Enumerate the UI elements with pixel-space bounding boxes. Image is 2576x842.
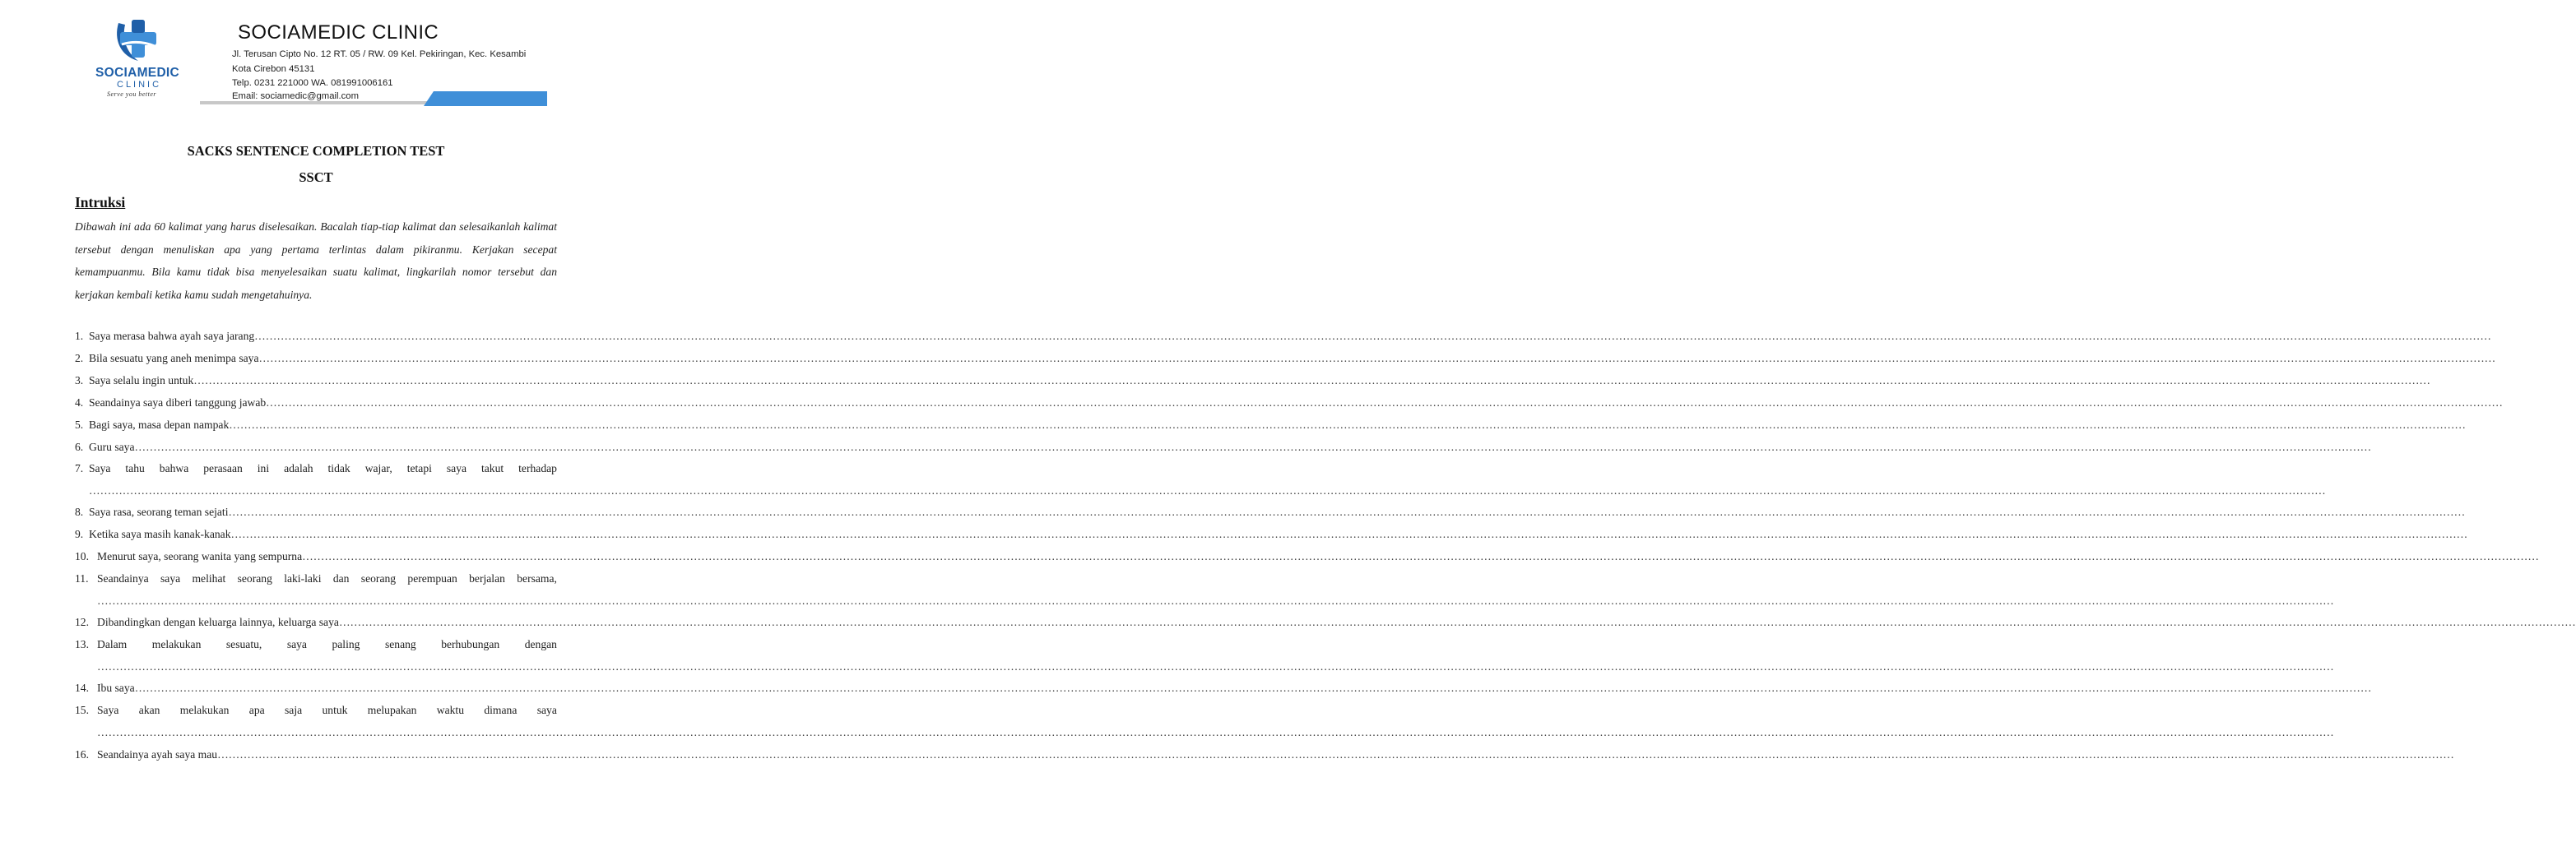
medical-cross-icon xyxy=(110,15,168,66)
item-number: 13. xyxy=(75,638,89,650)
test-subtitle: SSCT xyxy=(299,169,333,185)
clinic-name: SOCIAMEDIC CLINIC xyxy=(238,21,439,44)
email-line: Email: sociamedic@gmail.com xyxy=(232,91,359,101)
answer-blank[interactable]: …………………………………………………………………………………………………………………………………………………………………………………………………………………………………………………………………………………………………………………………………………………………………………………………………………………………………………………………………………………………………………………………………………………… xyxy=(97,726,2334,738)
instructions-heading: Intruksi xyxy=(75,194,126,210)
item-number: 5. xyxy=(75,419,84,431)
item-number: 7. xyxy=(75,462,84,474)
item-number: 9. xyxy=(75,528,84,540)
sentence-item[interactable] xyxy=(75,419,2466,435)
item-number: 16. xyxy=(75,748,89,761)
sentence-item[interactable] xyxy=(75,638,557,655)
answer-blank[interactable]: …………………………………………………………………………………………………………………………………………………………………………………………………………………………………………………………………………………………………………………………………………………………………………………………………………………………………………………………………………………………………………………………………………………… xyxy=(97,594,2334,607)
item-number: 10. xyxy=(75,550,89,562)
item-text: Bagi saya, masa depan nampak…………………………………………………………………………………………………………………………………………………………………………………………………………………………………………………………………………………………………………………………………………………………………………………………………………………………………………………………………………………………………………………………………………………… xyxy=(89,419,2466,431)
item-number: 1. xyxy=(75,330,84,342)
answer-blank[interactable]: …………………………………………………………………………………………………………………………………………………………………………………………………………………………………………………………………………………………………………………………………………………………………………………………………………………………………………………………………………………………………………………………………………………… xyxy=(134,682,2372,694)
answer-blank[interactable]: …………………………………………………………………………………………………………………………………………………………………………………………………………………………………………………………………………………………………………………………………………………………………………………………………………………………………………………………………………………………………………………………………………………… xyxy=(217,748,2454,761)
sentence-item[interactable] xyxy=(75,550,2539,567)
sentence-item[interactable] xyxy=(75,704,557,720)
sentence-item[interactable] xyxy=(75,330,2491,346)
logo-subname: CLINIC xyxy=(117,80,162,90)
item-text: Saya akan melakukan apa saja untuk melupakan waktu dimana saya xyxy=(97,704,557,716)
item-text: Saya merasa bahwa ayah saya jarang…………………………………………………………………………………………………………………………………………………………………………………………………………………………………………………………………………………………………………………………………………………………………………………………………………………………………………………………………………………………………………………………………………………… xyxy=(89,330,2491,342)
item-number: 6. xyxy=(75,441,84,453)
answer-blank[interactable]: …………………………………………………………………………………………………………………………………………………………………………………………………………………………………………………………………………………………………………………………………………………………………………………………………………………………………………………………………………………………………………………………………………………… xyxy=(254,330,2491,342)
phone-line: Telp. 0231 221000 WA. 081991006161 xyxy=(232,78,393,88)
item-text: Saya selalu ingin untuk…………………………………………………………………………………………………………………………………………………………………………………………………………………………………………………………………………………………………………………………………………………………………………………………………………………………………………………………………………………………………………………………………………………… xyxy=(89,374,2430,386)
sentence-item[interactable] xyxy=(75,682,2372,698)
sentence-item[interactable] xyxy=(75,616,2576,632)
item-text: Saya tahu bahwa perasaan ini adalah tidak wajar, tetapi saya takut terhadap xyxy=(89,462,557,474)
answer-blank[interactable]: …………………………………………………………………………………………………………………………………………………………………………………………………………………………………………………………………………………………………………………………………………………………………………………………………………………………………………………………………………………………………………………………………………………… xyxy=(230,528,2468,540)
item-number: 14. xyxy=(75,682,89,694)
item-number: 15. xyxy=(75,704,89,716)
item-number: 2. xyxy=(75,352,84,364)
item-number: 8. xyxy=(75,506,84,518)
instructions-text: Dibawah ini ada 60 kalimat yang harus diselesaikan. Bacalah tiap-tiap kalimat dan selesaikanlah kalimat tersebut dengan menuliskan apa yang pertama terlintas dalam pikiranmu. Kerjakan secepat kemampuanmu. Bila kamu tidak bisa menyelesaikan suatu kalimat, lingkarilah nomor tersebut dan kerjakan kembali ketika kamu sudah mengetahuinya. xyxy=(75,220,557,301)
item-text: Ibu saya…………………………………………………………………………………………………………………………………………………………………………………………………………………………………………………………………………………………………………………………………………………………………………………………………………………………………………………………………………………………………………………………………………………… xyxy=(97,682,2372,694)
logo-tagline: Serve you better xyxy=(107,90,156,98)
item-text: Dalam melakukan sesuatu, saya paling senang berhubungan dengan xyxy=(97,638,557,650)
item-text: Bila sesuatu yang aneh menimpa saya…………………………………………………………………………………………………………………………………………………………………………………………………………………………………………………………………………………………………………………………………………………………………………………………………………………………………………………………………………………………………………………………………………………… xyxy=(89,352,2496,364)
answer-blank[interactable]: …………………………………………………………………………………………………………………………………………………………………………………………………………………………………………………………………………………………………………………………………………………………………………………………………………………………………………………………………………………………………………………………………………………… xyxy=(266,396,2503,409)
letterhead xyxy=(0,0,632,115)
item-text: Guru saya…………………………………………………………………………………………………………………………………………………………………………………………………………………………………………………………………………………………………………………………………………………………………………………………………………………………………………………………………………………………………………………………………………………… xyxy=(89,441,2372,453)
item-text: Saya rasa, seorang teman sejati…………………………………………………………………………………………………………………………………………………………………………………………………………………………………………………………………………………………………………………………………………………………………………………………………………………………………………………………………………………………………………………………………………………… xyxy=(89,506,2466,518)
letterhead-accent-bar xyxy=(424,91,547,106)
item-number: 4. xyxy=(75,396,84,409)
answer-blank[interactable]: …………………………………………………………………………………………………………………………………………………………………………………………………………………………………………………………………………………………………………………………………………………………………………………………………………………………………………………………………………………………………………………………………………………… xyxy=(229,419,2466,431)
sentence-item[interactable] xyxy=(75,572,557,589)
item-text: Seandainya saya melihat seorang laki-laki dan seorang perempuan berjalan bersama, xyxy=(97,572,557,585)
sentence-item[interactable] xyxy=(75,506,2466,522)
item-number: 3. xyxy=(75,374,84,386)
answer-blank[interactable]: …………………………………………………………………………………………………………………………………………………………………………………………………………………………………………………………………………………………………………………………………………………………………………………………………………………………………………………………………………………………………………………………………………………… xyxy=(302,550,2539,562)
item-number: 11. xyxy=(75,572,89,585)
sentence-item[interactable] xyxy=(75,462,557,479)
answer-blank[interactable]: …………………………………………………………………………………………………………………………………………………………………………………………………………………………………………………………………………………………………………………………………………………………………………………………………………………………………………………………………………………………………………………………………………………… xyxy=(258,352,2496,364)
item-text: Dibandingkan dengan keluarga lainnya, keluarga saya…………………………………………………………………………………………………………………………………………………………………………………………………………………………………………………………………………………………………………………………………………………………………………………………………………………………………………………………………………………………………………………………………………………… xyxy=(97,616,2576,628)
answer-blank[interactable]: …………………………………………………………………………………………………………………………………………………………………………………………………………………………………………………………………………………………………………………………………………………………………………………………………………………………………………………………………………………………………………………………………………………… xyxy=(338,616,2576,628)
test-title: SACKS SENTENCE COMPLETION TEST xyxy=(187,143,445,159)
sentence-item[interactable] xyxy=(75,352,2496,368)
item-text: Seandainya saya diberi tanggung jawab…………………………………………………………………………………………………………………………………………………………………………………………………………………………………………………………………………………………………………………………………………………………………………………………………………………………………………………………………………………………………………………………………………………… xyxy=(89,396,2503,409)
item-text: Menurut saya, seorang wanita yang sempurna…………………………………………………………………………………………………………………………………………………………………………………………………………………………………………………………………………………………………………………………………………………………………………………………………………………………………………………………………………………………………………………………………………………… xyxy=(97,550,2539,562)
sentence-item[interactable] xyxy=(75,528,2468,544)
clinic-logo xyxy=(87,15,194,100)
item-text: Ketika saya masih kanak-kanak…………………………………………………………………………………………………………………………………………………………………………………………………………………………………………………………………………………………………………………………………………………………………………………………………………………………………………………………………………………………………………………………………………………… xyxy=(89,528,2468,540)
sentence-item[interactable] xyxy=(75,396,2503,413)
sentence-item[interactable] xyxy=(75,441,2372,457)
sentence-item[interactable] xyxy=(75,748,2454,765)
answer-blank[interactable]: …………………………………………………………………………………………………………………………………………………………………………………………………………………………………………………………………………………………………………………………………………………………………………………………………………………………………………………………………………………………………………………………………………………… xyxy=(89,484,2326,497)
answer-blank[interactable]: …………………………………………………………………………………………………………………………………………………………………………………………………………………………………………………………………………………………………………………………………………………………………………………………………………………………………………………………………………………………………………………………………………………… xyxy=(193,374,2430,386)
answer-blank[interactable]: …………………………………………………………………………………………………………………………………………………………………………………………………………………………………………………………………………………………………………………………………………………………………………………………………………………………………………………………………………………………………………………………………………………… xyxy=(228,506,2466,518)
item-number: 12. xyxy=(75,616,89,628)
address-line-2: Kota Cirebon 45131 xyxy=(232,64,315,74)
answer-blank[interactable]: …………………………………………………………………………………………………………………………………………………………………………………………………………………………………………………………………………………………………………………………………………………………………………………………………………………………………………………………………………………………………………………………………………………… xyxy=(97,660,2334,673)
sentence-item[interactable] xyxy=(75,374,2430,391)
item-text: Seandainya ayah saya mau…………………………………………………………………………………………………………………………………………………………………………………………………………………………………………………………………………………………………………………………………………………………………………………………………………………………………………………………………………………………………………………………………………………… xyxy=(97,748,2454,761)
logo-name: SOCIAMEDIC xyxy=(95,66,180,80)
address-line-1: Jl. Terusan Cipto No. 12 RT. 05 / RW. 09 Kel. Pekiringan, Kec. Kesambi xyxy=(232,49,527,59)
answer-blank[interactable]: …………………………………………………………………………………………………………………………………………………………………………………………………………………………………………………………………………………………………………………………………………………………………………………………………………………………………………………………………………………………………………………………………………………… xyxy=(134,441,2372,453)
